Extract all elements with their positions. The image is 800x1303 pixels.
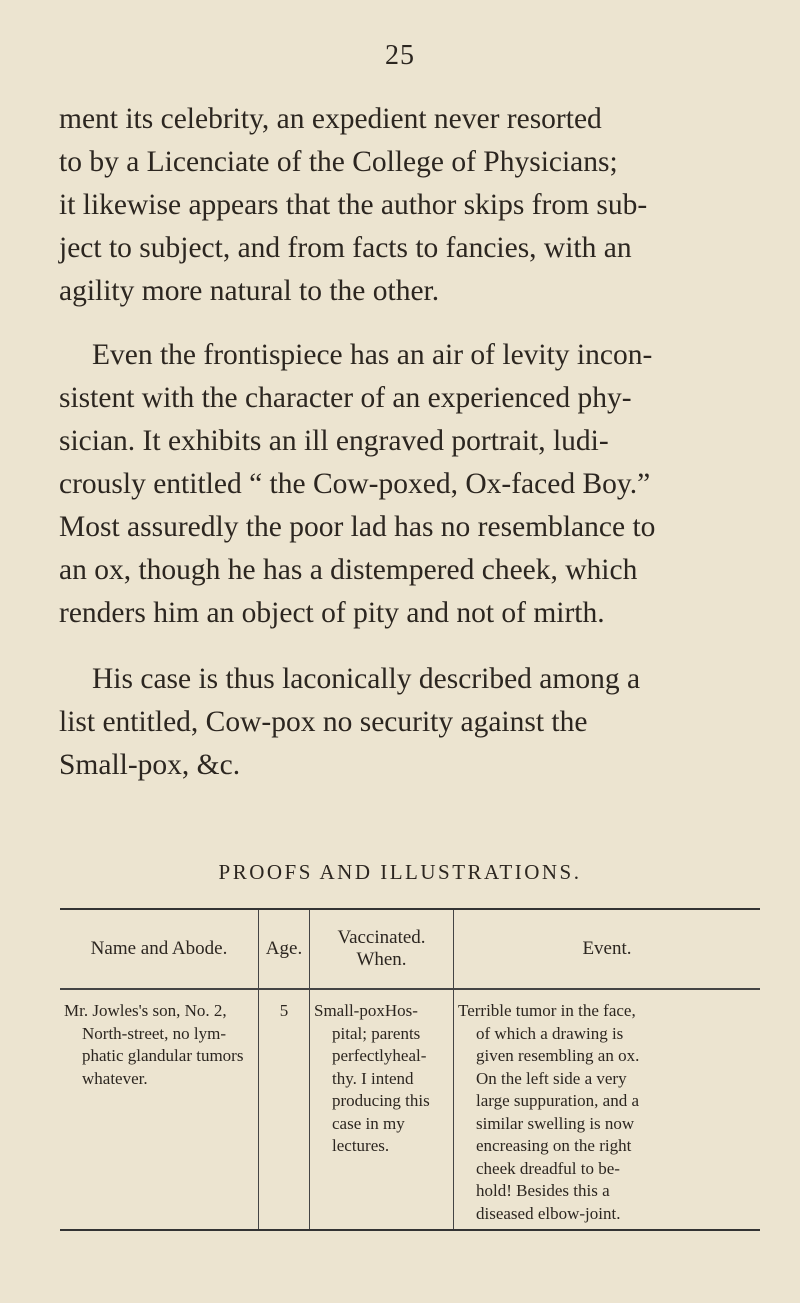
- cell-line: Terrible tumor in the face,: [458, 1001, 636, 1020]
- header-age: Age.: [259, 909, 310, 989]
- header-vaccinated: [310, 909, 454, 989]
- cell-line: whatever.: [82, 1068, 148, 1088]
- cell-line: perfectlyheal-: [332, 1046, 427, 1065]
- cell-name-abode: [60, 989, 259, 1230]
- cell-age: 5: [259, 989, 310, 1230]
- cell-line: diseased elbow-joint.: [476, 1203, 621, 1223]
- section-heading: PROOFS AND ILLUSTRATIONS.: [218, 860, 582, 884]
- header-name-abode: Name and Abode.: [60, 909, 259, 989]
- cell-line: lectures.: [332, 1136, 390, 1155]
- text-line: Most assuredly the poor lad has no resemblance to: [59, 511, 656, 543]
- text-line: ject to subject, and from facts to fancies, with an: [59, 232, 632, 264]
- text-line: sician. It exhibits an ill engraved portrait, ludi-: [59, 425, 609, 457]
- cell-line: Small-poxHos-: [314, 1001, 418, 1020]
- cell-line: Mr. Jowles's son, No. 2,: [64, 1001, 227, 1020]
- cell-line: of which a drawing is: [476, 1023, 624, 1043]
- cell-line: hold! Besides this a: [476, 1181, 610, 1200]
- cell-vaccinated: [310, 989, 454, 1230]
- text-line: Small-pox, &c.: [59, 749, 241, 781]
- cell-line: North-street, no lym-: [82, 1023, 226, 1043]
- text-line: Even the frontispiece has an air of levity incon-: [92, 339, 653, 371]
- text-line: list entitled, Cow-pox no security against the: [59, 706, 588, 738]
- text-line: an ox, though he has a distempered cheek, which: [59, 554, 638, 586]
- table-header-row: [60, 909, 760, 989]
- cell-line: thy. I intend: [332, 1068, 414, 1088]
- cell-line: phatic glandular tumors: [82, 1046, 244, 1065]
- cell-line: given resembling an ox.: [476, 1046, 640, 1065]
- cell-line: encreasing on the right: [476, 1136, 632, 1155]
- text-line: sistent with the character of an experienced phy-: [59, 382, 632, 414]
- cell-line: producing this: [332, 1091, 430, 1110]
- cell-line: pital; parents: [332, 1023, 421, 1043]
- text-line: renders him an object of pity and not of mirth.: [59, 597, 605, 629]
- cell-event: [454, 989, 761, 1230]
- header-event: Event.: [454, 909, 761, 989]
- header-vaccinated-line: Vaccinated.: [337, 927, 426, 948]
- paragraph-2: [59, 334, 759, 635]
- paragraph-1: [59, 98, 759, 313]
- text-line: agility more natural to the other.: [59, 275, 440, 307]
- text-line: to by a Licenciate of the College of Physicians;: [59, 146, 618, 178]
- proofs-table: [60, 908, 760, 1231]
- text-line: it likewise appears that the author skips from sub-: [59, 189, 648, 221]
- paragraph-3: [59, 658, 759, 787]
- text-line: crously entitled “ the Cow-poxed, Ox-faced Boy.”: [59, 468, 651, 500]
- cell-line: case in my: [332, 1113, 405, 1133]
- text-line: His case is thus laconically described among a: [92, 663, 641, 695]
- cell-line: large suppuration, and a: [476, 1091, 640, 1110]
- text-line: ment its celebrity, an expedient never resorted: [59, 103, 602, 135]
- cell-line: similar swelling is now: [476, 1113, 635, 1133]
- cell-line: cheek dreadful to be-: [476, 1158, 620, 1178]
- page-number: 25: [385, 40, 415, 71]
- cell-line: On the left side a very: [476, 1068, 627, 1088]
- header-when-line: When.: [356, 949, 407, 970]
- table-row: [60, 989, 760, 1230]
